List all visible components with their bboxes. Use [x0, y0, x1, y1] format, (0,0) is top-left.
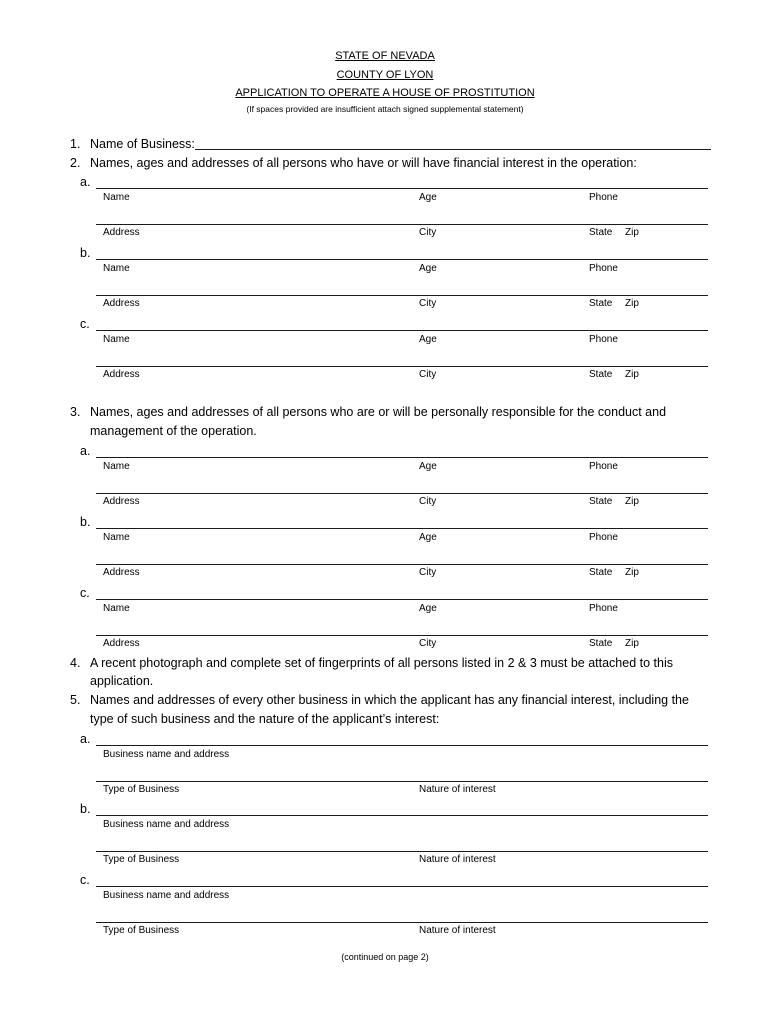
interest-nature-field[interactable]	[415, 909, 708, 923]
question-4-number: 4.	[70, 656, 81, 670]
person-age-field[interactable]	[415, 444, 585, 458]
financial-interest-entry-a	[0, 175, 770, 239]
entry-letter: a.	[80, 444, 91, 458]
question-4-text-line-2: application.	[90, 674, 154, 688]
question-1-label: Name of Business:	[90, 137, 195, 151]
business-interest-entry-c	[0, 873, 770, 937]
person-age-field[interactable]	[415, 586, 585, 600]
person-name-field[interactable]	[96, 515, 415, 529]
question-5-text-line-1: Names and addresses of every other business in which the applicant has any financial interest, including the	[90, 693, 689, 707]
state-label: State	[589, 567, 613, 578]
question-3-text-line-1: Names, ages and addresses of all persons who are or will be personally responsible for the conduct and	[90, 405, 667, 419]
entry-letter: c.	[80, 317, 90, 331]
person-name-field[interactable]	[96, 586, 415, 600]
phone-label: Phone	[589, 263, 618, 274]
person-address-field[interactable]	[96, 480, 415, 494]
state-label: State	[589, 227, 613, 238]
age-label: Age	[419, 334, 437, 345]
entry-letter: c.	[80, 873, 90, 887]
business-type-field[interactable]	[96, 909, 415, 923]
entry-letter: a.	[80, 175, 91, 189]
address-label: Address	[103, 227, 140, 238]
age-label: Age	[419, 192, 437, 203]
city-label: City	[419, 567, 437, 578]
question-1-number: 1.	[70, 137, 81, 151]
type-of-business-label: Type of Business	[103, 925, 180, 936]
state-label: State	[589, 496, 613, 507]
person-state-field[interactable]	[585, 353, 620, 367]
person-phone-field[interactable]	[585, 586, 708, 600]
person-city-field[interactable]	[415, 282, 585, 296]
state-label: State	[589, 369, 613, 380]
nature-of-interest-label: Nature of interest	[419, 784, 496, 795]
name-label: Name	[103, 603, 130, 614]
state-heading: STATE OF NEVADA	[335, 50, 435, 62]
entry-letter: c.	[80, 586, 90, 600]
responsible-person-entry-b	[0, 515, 770, 579]
county-heading: COUNTY OF LYON	[336, 69, 434, 81]
zip-label: Zip	[625, 369, 639, 380]
question-5-number: 5.	[70, 693, 81, 707]
name-label: Name	[103, 461, 130, 472]
person-address-field[interactable]	[96, 211, 415, 225]
city-label: City	[419, 638, 437, 649]
person-zip-field[interactable]	[620, 353, 708, 367]
person-state-field[interactable]	[585, 622, 620, 636]
question-2-text: Names, ages and addresses of all persons who have or will have financial interest in the operation:	[90, 156, 637, 170]
continued-note: (continued on page 2)	[341, 952, 429, 962]
zip-label: Zip	[625, 638, 639, 649]
city-label: City	[419, 496, 437, 507]
business-name-address-label: Business name and address	[103, 749, 230, 760]
name-label: Name	[103, 263, 130, 274]
person-city-field[interactable]	[415, 211, 585, 225]
business-name-address-label: Business name and address	[103, 819, 230, 830]
name-label: Name	[103, 192, 130, 203]
person-age-field[interactable]	[415, 515, 585, 529]
person-phone-field[interactable]	[585, 444, 708, 458]
person-state-field[interactable]	[585, 480, 620, 494]
phone-label: Phone	[589, 334, 618, 345]
question-3-number: 3.	[70, 405, 81, 419]
business-name-address-field[interactable]	[96, 873, 708, 887]
type-of-business-label: Type of Business	[103, 854, 180, 865]
name-label: Name	[103, 532, 130, 543]
type-of-business-label: Type of Business	[103, 784, 180, 795]
person-name-field[interactable]	[96, 444, 415, 458]
business-name-field[interactable]	[195, 136, 711, 150]
person-phone-field[interactable]	[585, 246, 708, 260]
person-zip-field[interactable]	[620, 480, 708, 494]
person-state-field[interactable]	[585, 211, 620, 225]
age-label: Age	[419, 603, 437, 614]
person-city-field[interactable]	[415, 622, 585, 636]
person-address-field[interactable]	[96, 551, 415, 565]
responsible-person-entry-c	[0, 586, 770, 650]
address-label: Address	[103, 638, 140, 649]
person-zip-field[interactable]	[620, 551, 708, 565]
person-name-field[interactable]	[96, 246, 415, 260]
state-label: State	[589, 638, 613, 649]
person-age-field[interactable]	[415, 175, 585, 189]
business-type-field[interactable]	[96, 838, 415, 852]
person-phone-field[interactable]	[585, 175, 708, 189]
age-label: Age	[419, 263, 437, 274]
person-address-field[interactable]	[96, 622, 415, 636]
responsible-person-entry-a	[0, 444, 770, 508]
person-city-field[interactable]	[415, 480, 585, 494]
city-label: City	[419, 227, 437, 238]
nature-of-interest-label: Nature of interest	[419, 925, 496, 936]
phone-label: Phone	[589, 192, 618, 203]
address-label: Address	[103, 369, 140, 380]
form-title: APPLICATION TO OPERATE A HOUSE OF PROSTITUTION	[235, 87, 535, 99]
entry-letter: b.	[80, 802, 91, 816]
person-zip-field[interactable]	[620, 282, 708, 296]
phone-label: Phone	[589, 461, 618, 472]
person-name-field[interactable]	[96, 317, 415, 331]
person-city-field[interactable]	[415, 353, 585, 367]
question-4-text-line-1: A recent photograph and complete set of fingerprints of all persons listed in 2 & 3 must be attached to this	[90, 656, 673, 670]
person-city-field[interactable]	[415, 551, 585, 565]
zip-label: Zip	[625, 227, 639, 238]
entry-letter: a.	[80, 732, 91, 746]
business-name-address-label: Business name and address	[103, 890, 230, 901]
address-label: Address	[103, 567, 140, 578]
person-state-field[interactable]	[585, 282, 620, 296]
nature-of-interest-label: Nature of interest	[419, 854, 496, 865]
phone-label: Phone	[589, 532, 618, 543]
business-name-address-field[interactable]	[96, 802, 708, 816]
address-label: Address	[103, 496, 140, 507]
financial-interest-entry-c	[0, 317, 770, 381]
business-interest-entry-b	[0, 802, 770, 866]
person-address-field[interactable]	[96, 282, 415, 296]
zip-label: Zip	[625, 496, 639, 507]
name-label: Name	[103, 334, 130, 345]
entry-letter: b.	[80, 246, 91, 260]
question-5-text-line-2: type of such business and the nature of the applicant’s interest:	[90, 712, 440, 726]
business-type-field[interactable]	[96, 768, 415, 782]
person-address-field[interactable]	[96, 353, 415, 367]
age-label: Age	[419, 532, 437, 543]
person-state-field[interactable]	[585, 551, 620, 565]
person-phone-field[interactable]	[585, 317, 708, 331]
city-label: City	[419, 369, 437, 380]
person-name-field[interactable]	[96, 175, 415, 189]
phone-label: Phone	[589, 603, 618, 614]
entry-letter: b.	[80, 515, 91, 529]
person-age-field[interactable]	[415, 246, 585, 260]
instructions-note: (If spaces provided are insufficient attach signed supplemental statement)	[246, 104, 524, 114]
financial-interest-entry-b	[0, 246, 770, 310]
person-zip-field[interactable]	[620, 622, 708, 636]
business-name-address-field[interactable]	[96, 732, 708, 746]
interest-nature-field[interactable]	[415, 768, 708, 782]
business-interest-entry-a	[0, 732, 770, 796]
age-label: Age	[419, 461, 437, 472]
person-age-field[interactable]	[415, 317, 585, 331]
address-label: Address	[103, 298, 140, 309]
question-3-text-line-2: management of the operation.	[90, 424, 257, 438]
zip-label: Zip	[625, 298, 639, 309]
zip-label: Zip	[625, 567, 639, 578]
person-zip-field[interactable]	[620, 211, 708, 225]
person-phone-field[interactable]	[585, 515, 708, 529]
city-label: City	[419, 298, 437, 309]
interest-nature-field[interactable]	[415, 838, 708, 852]
question-2-number: 2.	[70, 156, 81, 170]
state-label: State	[589, 298, 613, 309]
